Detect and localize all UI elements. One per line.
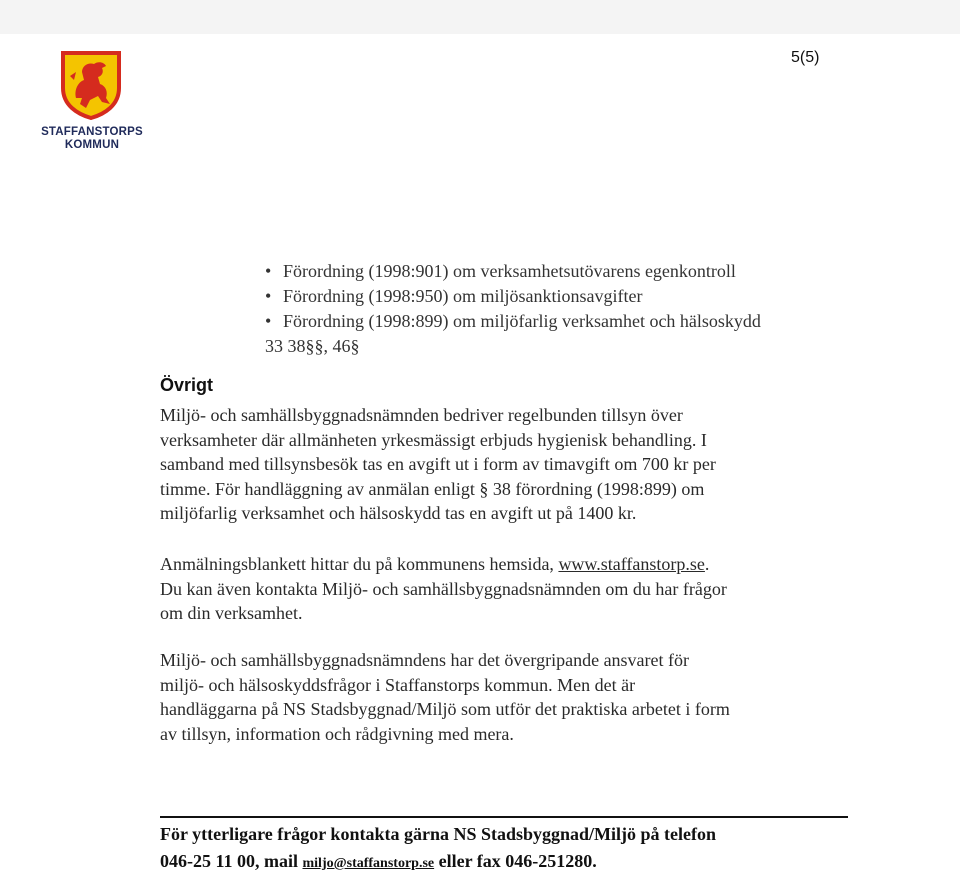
text-line: miljöfarlig verksamhet och hälsoskydd tas en avgift ut på 1400 kr.: [160, 503, 637, 523]
text-line: Du kan även kontakta Miljö- och samhällsbyggnadsnämnden om du har frågor: [160, 578, 727, 599]
text-line: samband med tillsynsbesök tas en avgift ut i form av timavgift om 700 kr per: [160, 454, 716, 474]
list-item: • Förordning (1998:950) om miljösanktionsavgifter: [265, 284, 905, 309]
footer-line: För ytterligare frågor kontakta gärna NS Stadsbyggnad/Miljö på telefon: [160, 824, 716, 844]
footer-contact: [160, 821, 860, 877]
footer-line: [160, 848, 860, 877]
text-line: om din verksamhet.: [160, 603, 303, 623]
text-line: Miljö- och samhällsbyggnadsnämnden bedriver regelbunden tillsyn över: [160, 405, 683, 425]
text-span: .: [704, 554, 710, 574]
email-link[interactable]: miljo@staffanstorp.se: [302, 856, 435, 871]
municipality-logo: [40, 50, 144, 152]
top-band: [0, 0, 960, 34]
text-line: timme. För handläggning av anmälan enligt § 38 förordning (1998:899) om: [160, 478, 705, 499]
footer-divider: [160, 816, 848, 818]
page-number: 5(5): [791, 49, 820, 66]
text-span: 046-25 11 00, mail: [160, 851, 303, 871]
text-span: Anmälningsblankett hittar du på kommunens hemsida,: [160, 554, 559, 574]
section-heading: Övrigt: [160, 375, 214, 395]
text-line: miljö- och hälsoskyddsfrågor i Staffanstorps kommun. Men det är: [160, 674, 636, 695]
logo-text: STAFFANSTORPS KOMMUN: [41, 126, 143, 151]
text-line: av tillsyn, information och rådgivning med mera.: [160, 723, 514, 744]
list-item: • Förordning (1998:899) om miljöfarlig verksamhet och hälsoskydd: [265, 309, 905, 334]
text-line: Miljö- och samhällsbyggnadsnämndens har det övergripande ansvaret för: [160, 650, 690, 670]
paragraph-form: [160, 552, 860, 626]
text-line: [160, 552, 860, 577]
text-span: eller fax 046-251280.: [434, 851, 597, 871]
paragraph-inspection: [160, 403, 860, 526]
text-line: handläggarna på NS Stadsbyggnad/Miljö som utför det praktiska arbetet i form: [160, 699, 730, 719]
text-line: verksamheter där allmänheten yrkesmässigt erbjuds hygienisk behandling. I: [160, 429, 707, 450]
website-link[interactable]: www.staffanstorp.se: [558, 554, 705, 574]
paragraph-responsibility: [160, 648, 860, 746]
list-item-continuation: 33 38§§, 46§: [265, 336, 360, 356]
regulation-list: [265, 259, 905, 359]
coat-of-arms-icon: [60, 50, 122, 120]
list-item: • Förordning (1998:901) om verksamhetsutövarens egenkontroll: [265, 259, 905, 284]
